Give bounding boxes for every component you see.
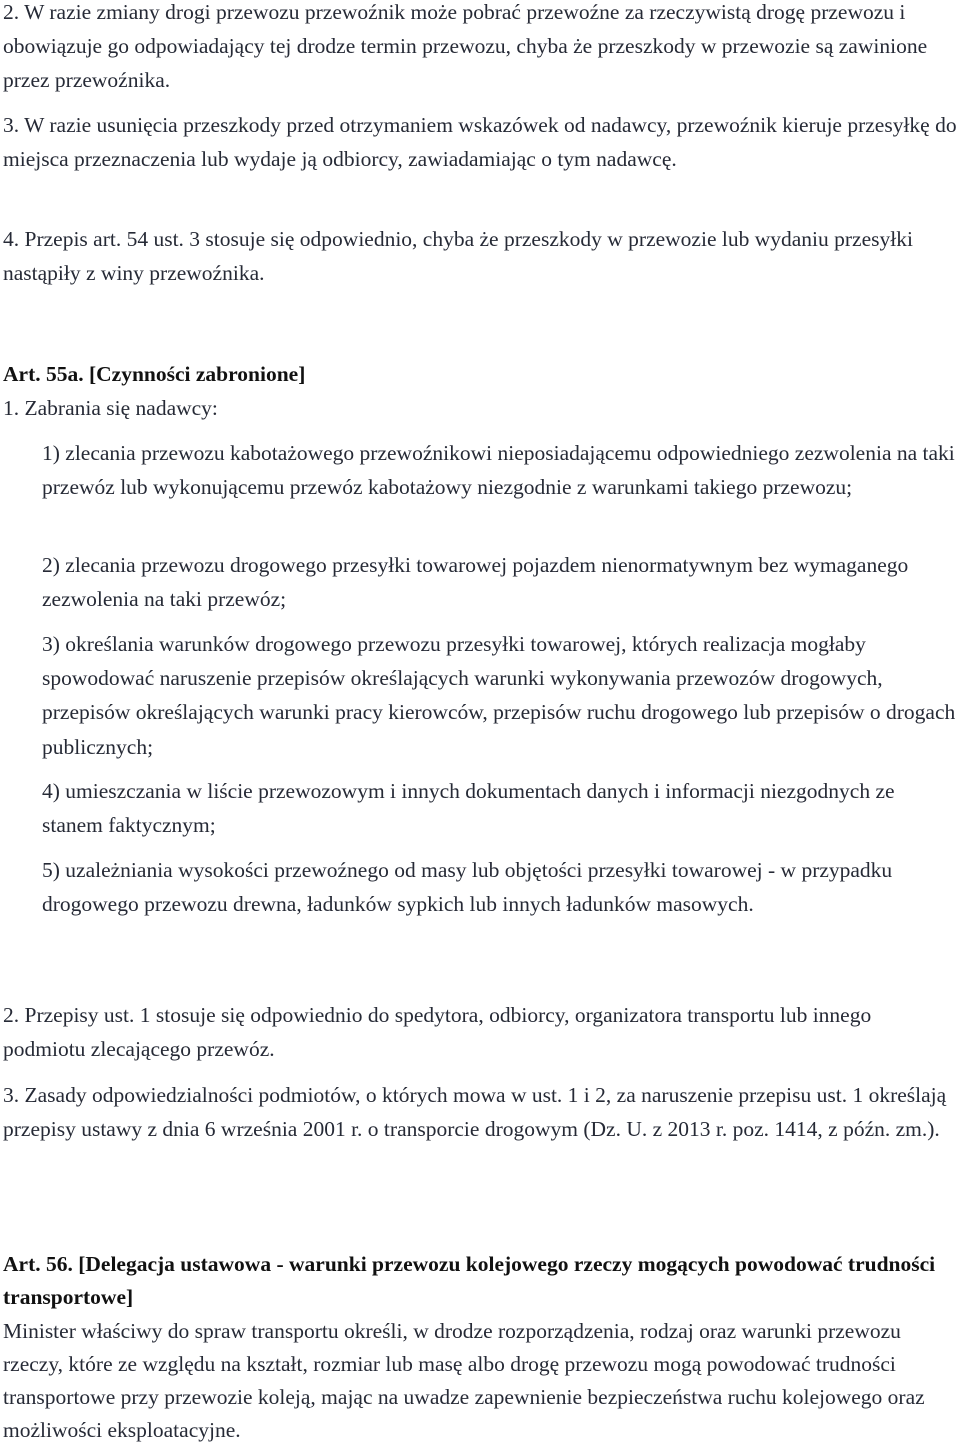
paragraph-art55-4: 4. Przepis art. 54 ust. 3 stosuje się odpowiednio, chyba że przeszkody w przewozie lub wydaniu przesyłki nastąpiły z winy przewoźnika. (3, 227, 913, 286)
paragraph-art55a-intro: 1. Zabrania się nadawcy: (3, 396, 218, 420)
paragraph-art56: Minister właściwy do spraw transportu określi, w drodze rozporządzenia, rodzaj oraz warunki przewozu rzeczy, które ze względu na kształt, rozmiar lub masę albo drogę przewozu mogą powodować trudności transportowe przy przewozie koleją, mając na uwadze zapewnienie bezpieczeństwa ruchu kolejowego oraz możliwości eksploatacyjne. (3, 1319, 925, 1442)
list-item-art55a-5: 5) uzależniania wysokości przewoźnego od masy lub objętości przesyłki towarowej - w przypadku drogowego przewozu drewna, ładunków sypkich lub innych ładunków masowych. (42, 858, 893, 917)
paragraph-art55a-3: 3. Zasady odpowiedzialności podmiotów, o których mowa w ust. 1 i 2, za naruszenie przepisu ust. 1 określają przepisy ustawy z dnia 6 września 2001 r. o transporcie drogowym (Dz. U. z 2013 r. poz. 1414, z późn. zm.). (3, 1083, 947, 1142)
paragraph-art55a-2: 2. Przepisy ust. 1 stosuje się odpowiednio do spedytora, odbiorcy, organizatora transportu lub innego podmiotu zlecającego przewóz. (3, 1003, 872, 1062)
list-item-art55a-3: 3) określania warunków drogowego przewozu przesyłki towarowej, których realizacja mogłaby spowodować naruszenie przepisów określających warunki wykonywania przewozów drogowych, przepisów określających warunki pracy kierowców, przepisów ruchu drogowego lub przepisów o drogach publicznych; (42, 632, 956, 759)
list-item-art55a-4: 4) umieszczania w liście przewozowym i innych dokumentach danych i informacji niezgodnych ze stanem faktycznym; (42, 779, 895, 838)
paragraph-art55-3: 3. W razie usunięcia przeszkody przed otrzymaniem wskazówek od nadawcy, przewoźnik kieruje przesyłkę do miejsca przeznaczenia lub wydaje ją odbiorcy, zawiadamiając o tym nadawcę. (3, 113, 957, 172)
heading-art55a: Art. 55a. [Czynności zabronione] (3, 362, 306, 386)
heading-art56: Art. 56. [Delegacja ustawowa - warunki przewozu kolejowego rzeczy mogących powodować trudności transportowe] (3, 1252, 936, 1309)
list-item-art55a-2: 2) zlecania przewozu drogowego przesyłki towarowej pojazdem nienormatywnym bez wymaganego zezwolenia na taki przewóz; (42, 553, 909, 612)
paragraph-art55-2: 2. W razie zmiany drogi przewozu przewoźnik może pobrać przewoźne za rzeczywistą drogę przewozu i obowiązuje go odpowiadający tej drodze termin przewozu, chyba że przeszkody w przewozie są zawinione przez przewoźnika. (3, 0, 928, 93)
list-item-art55a-1: 1) zlecania przewozu kabotażowego przewoźnikowi nieposiadającemu odpowiedniego zezwolenia na taki przewóz lub wykonującemu przewóz kabotażowy niezgodnie z warunkami takiego przewozu; (42, 441, 955, 500)
